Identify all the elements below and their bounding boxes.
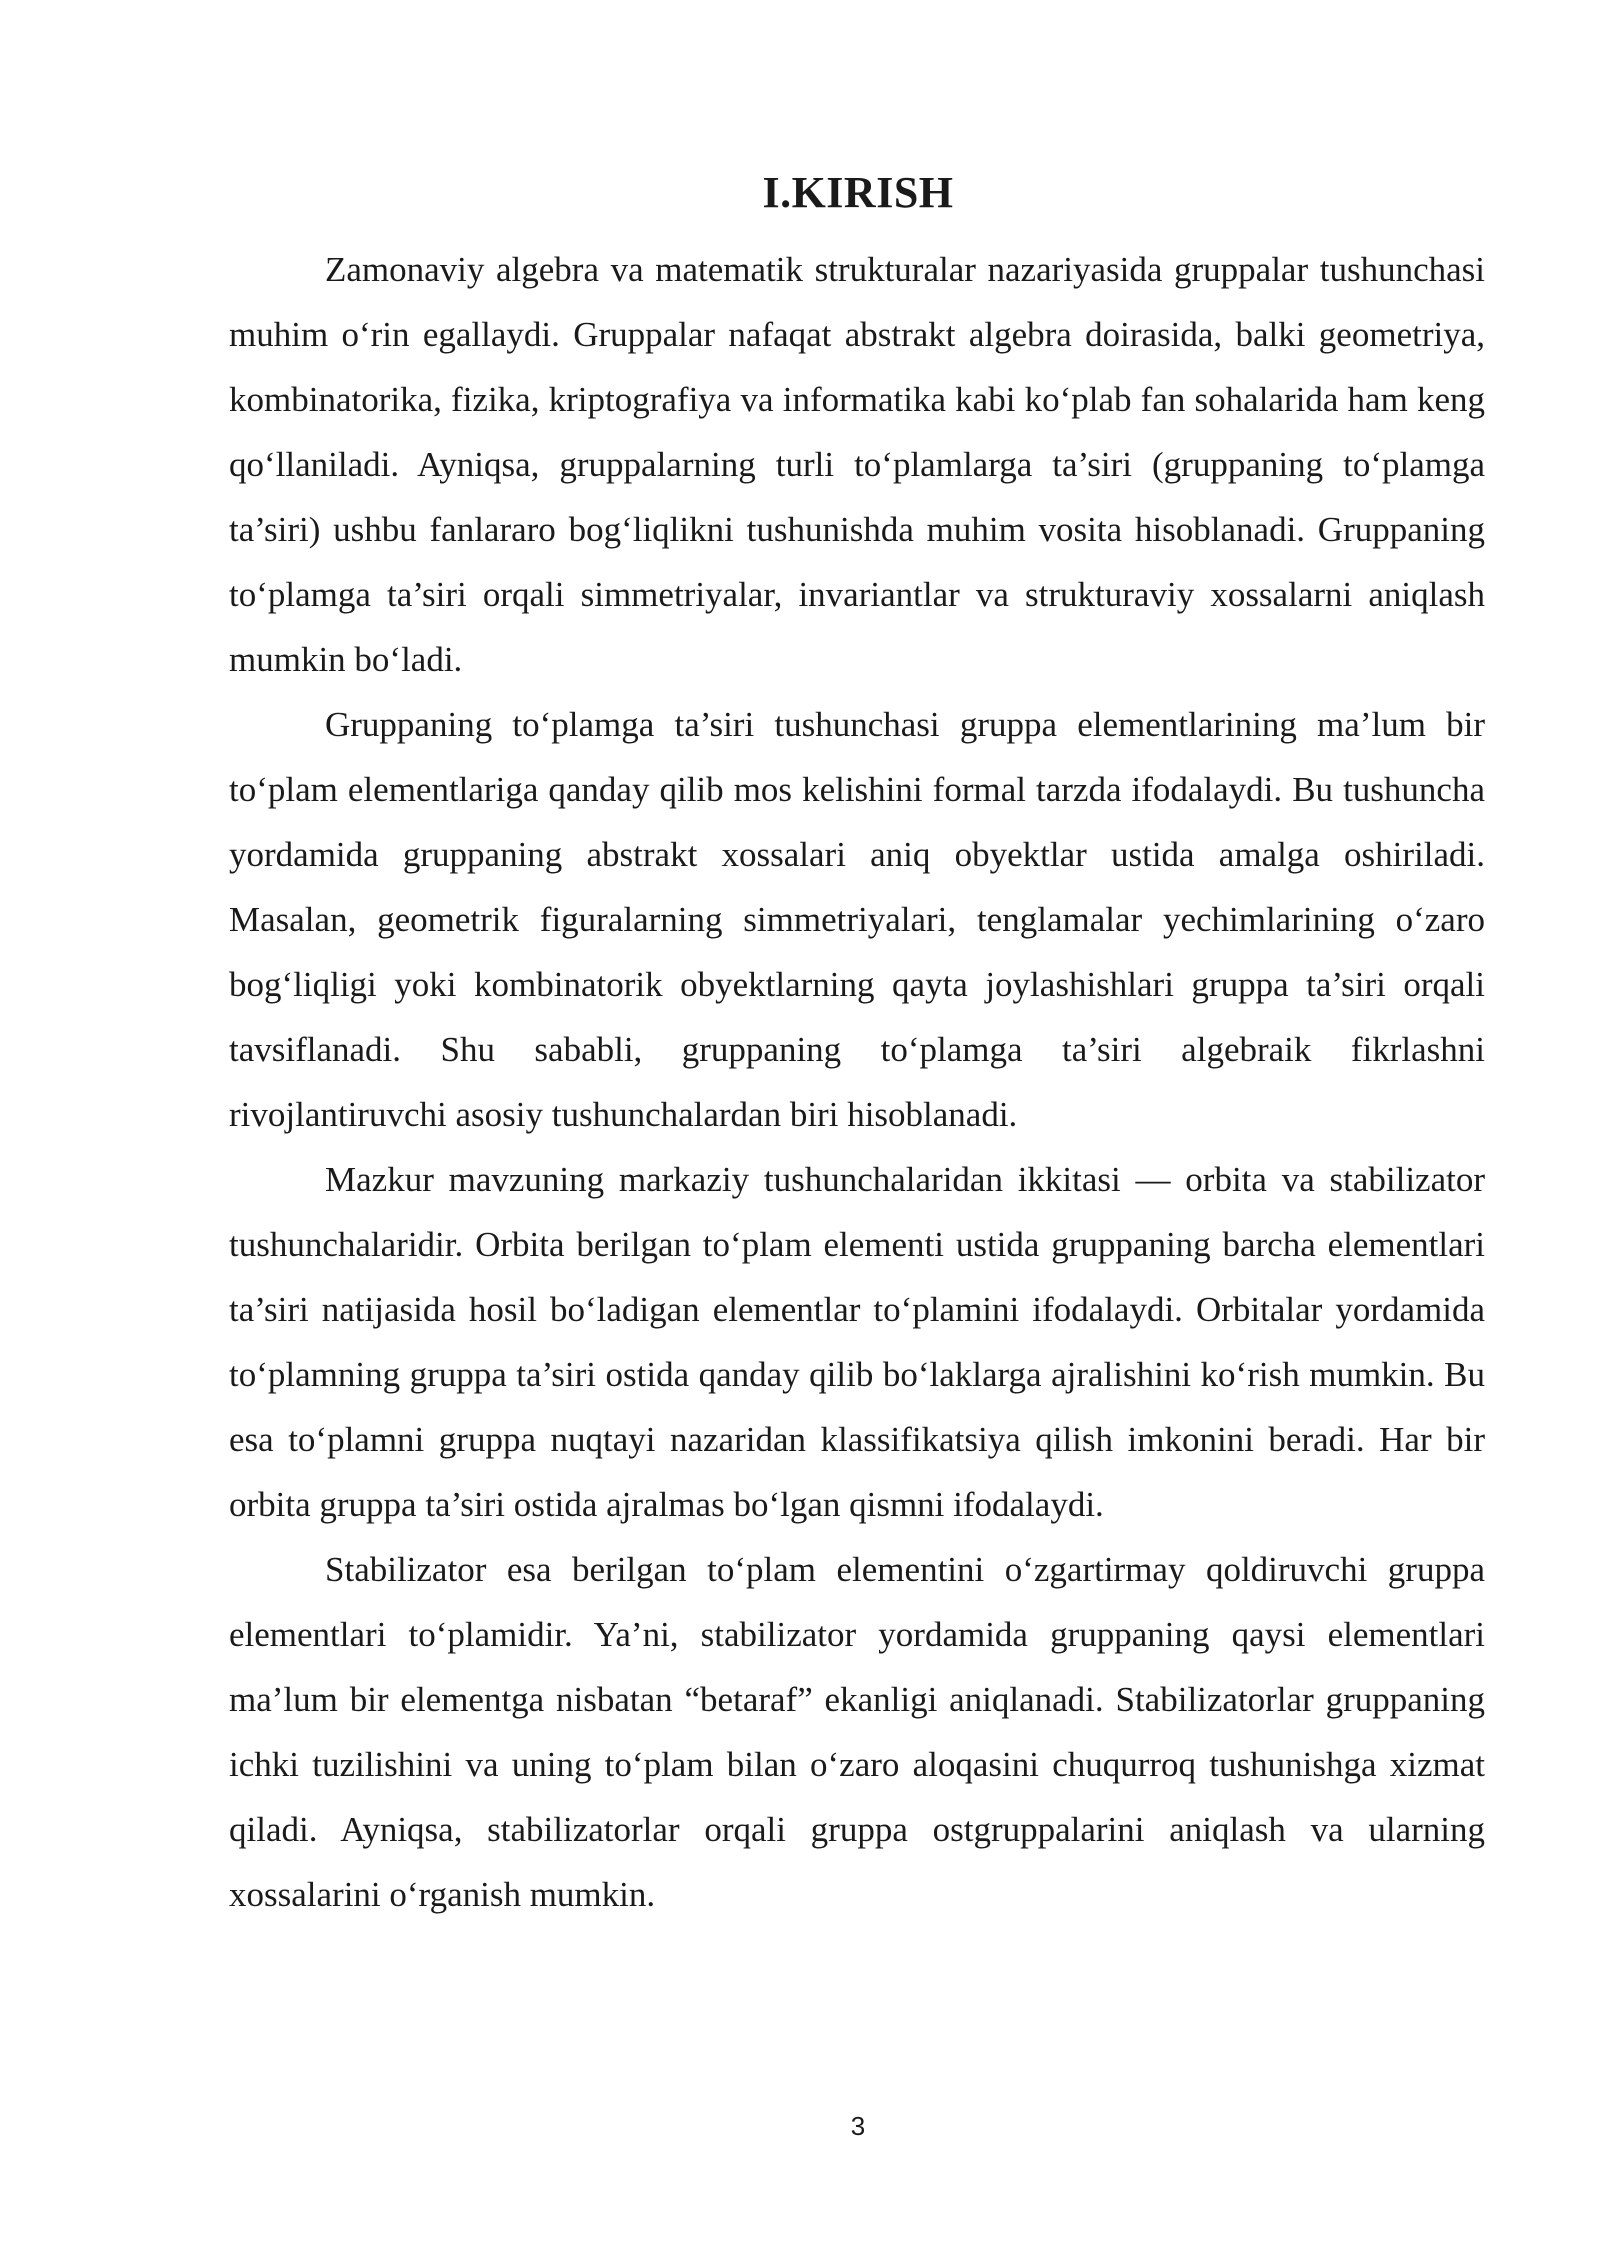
page-number: 3 (850, 2111, 866, 2141)
body-text (229, 237, 1485, 1927)
paragraph-1: Zamonaviy algebra va matematik strukturalar nazariyasida gruppalar tushunchasi muhim o‘rin egallaydi. Gruppalar nafaqat abstrakt algebra doirasida, balki geometriya, kombinatorika, fizika, kriptografiya va informatika kabi ko‘plab fan sohalarida ham keng qo‘llaniladi. Ayniqsa, gruppalarning turli to‘plamlarga ta’siri (gruppaning to‘plamga ta’siri) ushbu fanlararo bog‘liqlikni tushunishda muhim vosita hisoblanadi. Gruppaning to‘plamga ta’siri orqali simmetriyalar, invariantlar va strukturaviy xossalarni aniqlash mumkin bo‘ladi. (229, 250, 1485, 679)
paragraph-4: Stabilizator esa berilgan to‘plam elementini o‘zgartirmay qoldiruvchi gruppa elementlari to‘plamidir. Ya’ni, stabilizator yordamida gruppaning qaysi elementlari ma’lum bir elementga nisbatan “betaraf” ekanligi aniqlanadi. Stabilizatorlar gruppaning ichki tuzilishini va uning to‘plam bilan o‘zaro aloqasini chuqurroq tushunishga xizmat qiladi. Ayniqsa, stabilizatorlar orqali gruppa ostgruppalarini aniqlash va ularning xossalarini o‘rganish mumkin. (229, 1550, 1485, 1914)
section-title: I.KIRISH (762, 168, 954, 217)
paragraph-2: Gruppaning to‘plamga ta’siri tushunchasi gruppa elementlarining ma’lum bir to‘plam elementlariga qanday qilib mos kelishini formal tarzda ifodalaydi. Bu tushuncha yordamida gruppaning abstrakt xossalari aniq obyektlar ustida amalga oshiriladi. Masalan, geometrik figuralarning simmetriyalari, tenglamalar yechimlarining o‘zaro bog‘liqligi yoki kombinatorik obyektlarning qayta joylashishlari gruppa ta’siri orqali tavsiflanadi. Shu sababli, gruppaning to‘plamga ta’siri algebraik fikrlashni rivojlantiruvchi asosiy tushunchalardan biri hisoblanadi. (229, 705, 1485, 1134)
paragraph-3: Mazkur mavzuning markaziy tushunchalaridan ikkitasi — orbita va stabilizator tushunchalaridir. Orbita berilgan to‘plam elementi ustida gruppaning barcha elementlari ta’siri natijasida hosil bo‘ladigan elementlar to‘plamini ifodalaydi. Orbitalar yordamida to‘plamning gruppa ta’siri ostida qanday qilib bo‘laklarga ajralishini ko‘rish mumkin. Bu esa to‘plamni gruppa nuqtayi nazaridan klassifikatsiya qilish imkonini beradi. Har bir orbita gruppa ta’siri ostida ajralmas bo‘lgan qismni ifodalaydi. (229, 1160, 1485, 1524)
